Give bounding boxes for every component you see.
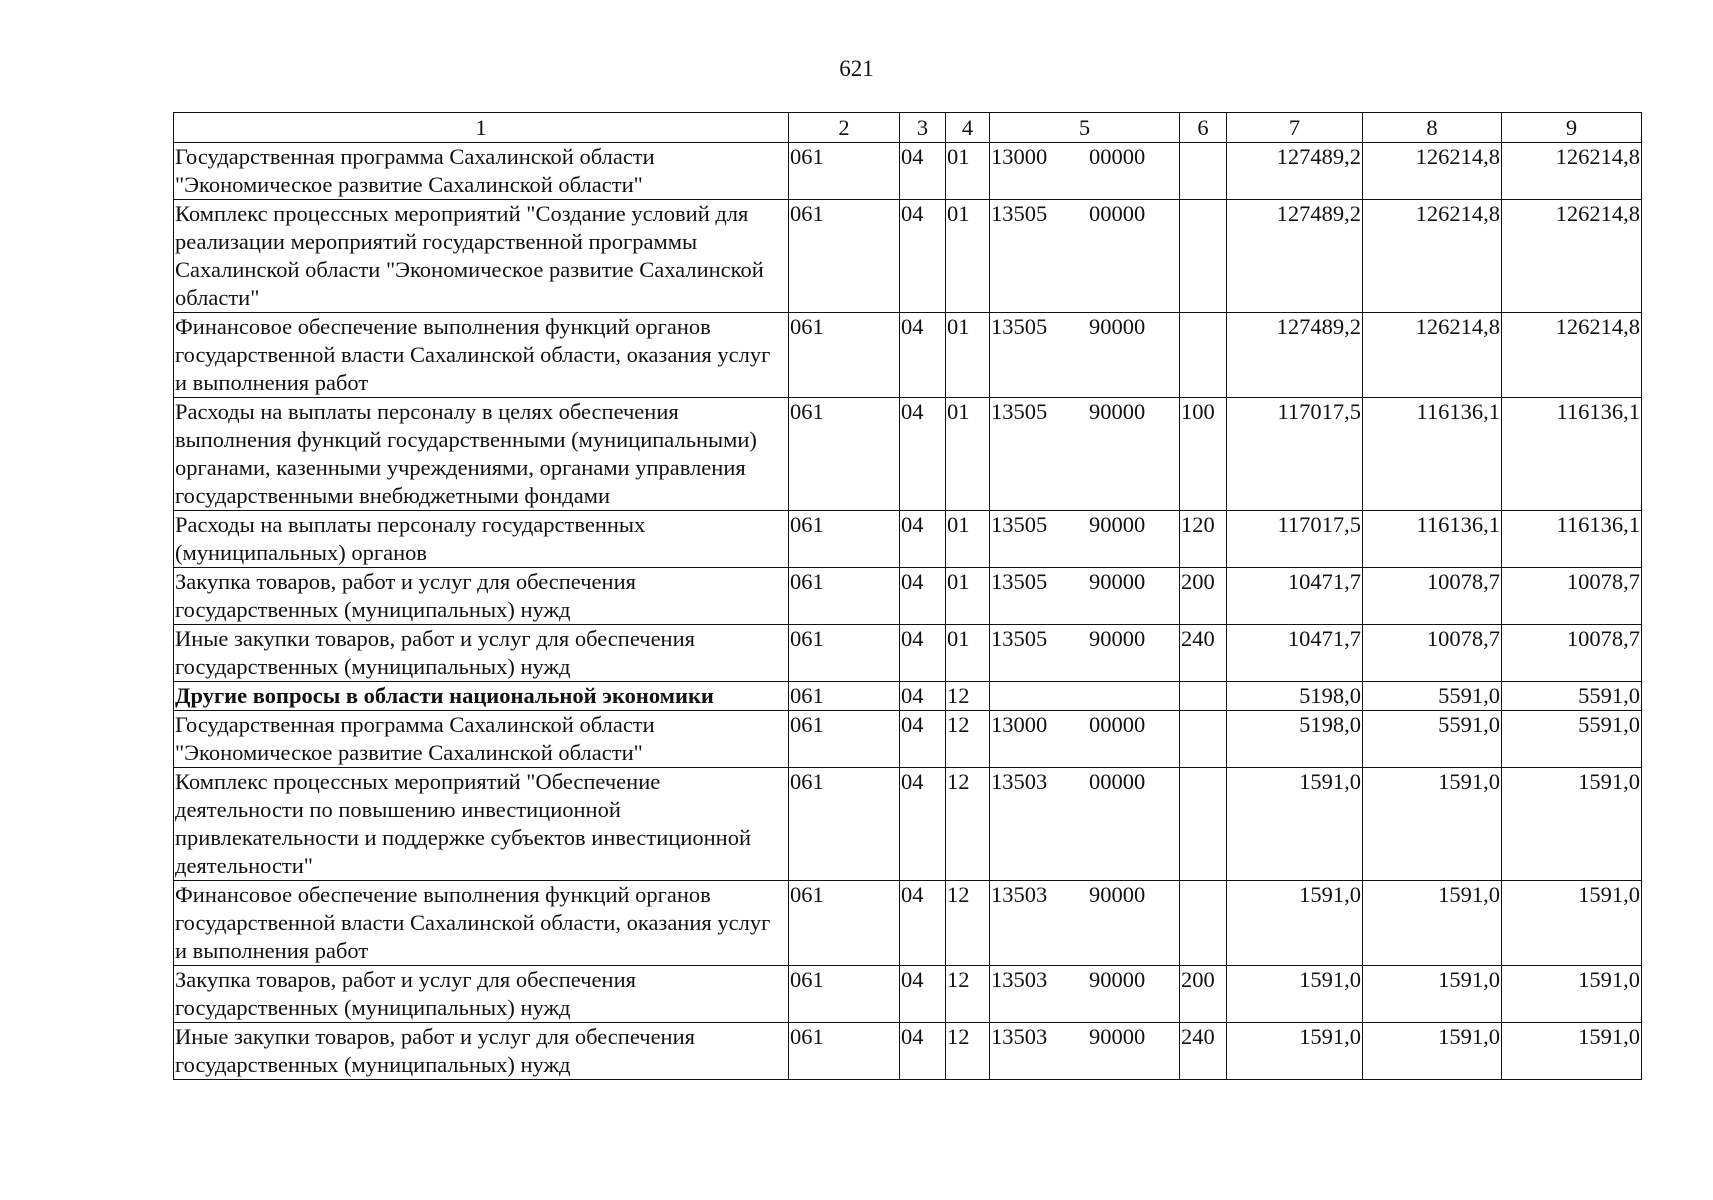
target-article-program: 13503 — [991, 769, 1048, 794]
row-name: Комплекс процессных мероприятий "Создание условий для реализации мероприятий государственной программы Сахалинской области "Экономическое развитие Сахалинской области" — [174, 200, 789, 313]
subsection-code: 12 — [946, 966, 990, 1023]
target-article-direction: 90000 — [1089, 399, 1146, 424]
table-row — [174, 966, 1642, 1023]
target-article-program: 13000 — [991, 144, 1048, 169]
row-name: Финансовое обеспечение выполнения функций органов государственной власти Сахалинской области, оказания услуг и выполнения работ — [174, 313, 789, 398]
table-body — [174, 143, 1642, 1080]
amount-col-7: 117017,5 — [1227, 398, 1363, 511]
section-code: 04 — [900, 200, 946, 313]
table-row — [174, 143, 1642, 200]
ministry-code: 061 — [789, 966, 900, 1023]
amount-col-9: 1591,0 — [1502, 1023, 1642, 1080]
expense-type-code — [1180, 768, 1227, 881]
amount-col-9: 126214,8 — [1502, 200, 1642, 313]
target-article-code — [990, 711, 1180, 768]
expense-type-code: 100 — [1180, 398, 1227, 511]
section-code: 04 — [900, 313, 946, 398]
amount-col-9: 5591,0 — [1502, 682, 1642, 711]
header-col-7: 7 — [1227, 113, 1363, 143]
expense-type-code — [1180, 200, 1227, 313]
header-col-2: 2 — [789, 113, 900, 143]
target-article-program: 13000 — [991, 712, 1048, 737]
target-article-code — [990, 881, 1180, 966]
section-code: 04 — [900, 143, 946, 200]
amount-col-9: 116136,1 — [1502, 511, 1642, 568]
row-name: Государственная программа Сахалинской области "Экономическое развитие Сахалинской области" — [174, 143, 789, 200]
amount-col-8: 10078,7 — [1363, 568, 1502, 625]
target-article-program: 13505 — [991, 314, 1048, 339]
amount-col-7: 127489,2 — [1227, 313, 1363, 398]
subsection-code: 01 — [946, 143, 990, 200]
amount-col-7: 1591,0 — [1227, 966, 1363, 1023]
amount-col-8: 126214,8 — [1363, 200, 1502, 313]
target-article-direction: 00000 — [1089, 769, 1146, 794]
row-name: Закупка товаров, работ и услуг для обеспечения государственных (муниципальных) нужд — [174, 568, 789, 625]
expense-type-code — [1180, 711, 1227, 768]
ministry-code: 061 — [789, 768, 900, 881]
target-article-code — [990, 568, 1180, 625]
table-row — [174, 625, 1642, 682]
header-col-5: 5 — [990, 113, 1180, 143]
subsection-code: 12 — [946, 711, 990, 768]
target-article-program: 13503 — [991, 882, 1048, 907]
amount-col-7: 127489,2 — [1227, 143, 1363, 200]
section-code: 04 — [900, 398, 946, 511]
expense-type-code: 240 — [1180, 625, 1227, 682]
ministry-code: 061 — [789, 398, 900, 511]
subsection-code: 01 — [946, 313, 990, 398]
target-article-code — [990, 398, 1180, 511]
target-article-code — [990, 768, 1180, 881]
ministry-code: 061 — [789, 200, 900, 313]
target-article-program: 13505 — [991, 399, 1048, 424]
header-col-4: 4 — [946, 113, 990, 143]
target-article-direction: 00000 — [1089, 201, 1146, 226]
target-article-code — [990, 625, 1180, 682]
subsection-code: 01 — [946, 625, 990, 682]
amount-col-8: 5591,0 — [1363, 682, 1502, 711]
amount-col-8: 10078,7 — [1363, 625, 1502, 682]
amount-col-8: 1591,0 — [1363, 1023, 1502, 1080]
section-code: 04 — [900, 966, 946, 1023]
section-code: 04 — [900, 768, 946, 881]
ministry-code: 061 — [789, 313, 900, 398]
amount-col-9: 1591,0 — [1502, 768, 1642, 881]
expense-type-code: 200 — [1180, 966, 1227, 1023]
section-code: 04 — [900, 881, 946, 966]
section-code: 04 — [900, 625, 946, 682]
amount-col-7: 117017,5 — [1227, 511, 1363, 568]
target-article-program: 13503 — [991, 967, 1048, 992]
row-name: Иные закупки товаров, работ и услуг для обеспечения государственных (муниципальных) нужд — [174, 625, 789, 682]
ministry-code: 061 — [789, 881, 900, 966]
expense-type-code — [1180, 881, 1227, 966]
expense-type-code: 240 — [1180, 1023, 1227, 1080]
table-row — [174, 768, 1642, 881]
amount-col-8: 126214,8 — [1363, 313, 1502, 398]
subsection-code: 12 — [946, 768, 990, 881]
ministry-code: 061 — [789, 511, 900, 568]
header-col-1: 1 — [174, 113, 789, 143]
amount-col-7: 10471,7 — [1227, 568, 1363, 625]
table-row — [174, 200, 1642, 313]
expense-type-code: 120 — [1180, 511, 1227, 568]
amount-col-7: 127489,2 — [1227, 200, 1363, 313]
expense-type-code — [1180, 313, 1227, 398]
target-article-code — [990, 966, 1180, 1023]
ministry-code: 061 — [789, 711, 900, 768]
table-row — [174, 711, 1642, 768]
target-article-code — [990, 1023, 1180, 1080]
amount-col-8: 1591,0 — [1363, 966, 1502, 1023]
amount-col-8: 116136,1 — [1363, 511, 1502, 568]
amount-col-8: 1591,0 — [1363, 881, 1502, 966]
amount-col-8: 1591,0 — [1363, 768, 1502, 881]
table-row — [174, 511, 1642, 568]
target-article-direction: 90000 — [1089, 882, 1146, 907]
amount-col-7: 5198,0 — [1227, 711, 1363, 768]
row-name: Комплекс процессных мероприятий "Обеспечение деятельности по повышению инвестиционной привлекательности и поддержке субъектов инвестиционной деятельности" — [174, 768, 789, 881]
target-article-direction: 90000 — [1089, 512, 1146, 537]
target-article-code — [990, 511, 1180, 568]
target-article-program: 13505 — [991, 201, 1048, 226]
amount-col-9: 1591,0 — [1502, 966, 1642, 1023]
ministry-code: 061 — [789, 1023, 900, 1080]
amount-col-9: 10078,7 — [1502, 625, 1642, 682]
page-number: 621 — [839, 56, 874, 81]
target-article-code — [990, 143, 1180, 200]
ministry-code: 061 — [789, 625, 900, 682]
budget-table — [173, 112, 1642, 1080]
section-code: 04 — [900, 711, 946, 768]
subsection-code: 12 — [946, 1023, 990, 1080]
target-article-direction: 90000 — [1089, 314, 1146, 339]
section-code: 04 — [900, 1023, 946, 1080]
header-col-3: 3 — [900, 113, 946, 143]
target-article-code — [990, 682, 1180, 711]
header-row — [174, 113, 1642, 143]
amount-col-8: 5591,0 — [1363, 711, 1502, 768]
ministry-code: 061 — [789, 682, 900, 711]
row-name: Расходы на выплаты персоналу в целях обеспечения выполнения функций государственными (муниципальными) органами, казенными учреждениями, органами управления государственными внебюджетными фондами — [174, 398, 789, 511]
target-article-direction: 00000 — [1089, 712, 1146, 737]
amount-col-7: 1591,0 — [1227, 768, 1363, 881]
header-col-8: 8 — [1363, 113, 1502, 143]
amount-col-8: 116136,1 — [1363, 398, 1502, 511]
amount-col-7: 10471,7 — [1227, 625, 1363, 682]
target-article-direction: 90000 — [1089, 967, 1146, 992]
amount-col-7: 1591,0 — [1227, 881, 1363, 966]
amount-col-9: 1591,0 — [1502, 881, 1642, 966]
target-article-direction: 90000 — [1089, 626, 1146, 651]
target-article-direction: 90000 — [1089, 1024, 1146, 1049]
table-row — [174, 881, 1642, 966]
amount-col-9: 5591,0 — [1502, 711, 1642, 768]
target-article-program: 13503 — [991, 1024, 1048, 1049]
row-name: Государственная программа Сахалинской области "Экономическое развитие Сахалинской области" — [174, 711, 789, 768]
subsection-code: 01 — [946, 398, 990, 511]
header-col-9: 9 — [1502, 113, 1642, 143]
subsection-code: 01 — [946, 511, 990, 568]
ministry-code: 061 — [789, 568, 900, 625]
table-row — [174, 568, 1642, 625]
section-code: 04 — [900, 682, 946, 711]
target-article-direction: 90000 — [1089, 569, 1146, 594]
amount-col-9: 10078,7 — [1502, 568, 1642, 625]
amount-col-9: 126214,8 — [1502, 313, 1642, 398]
amount-col-9: 116136,1 — [1502, 398, 1642, 511]
table-row — [174, 682, 1642, 711]
amount-col-7: 5198,0 — [1227, 682, 1363, 711]
table-row — [174, 398, 1642, 511]
row-name: Финансовое обеспечение выполнения функций органов государственной власти Сахалинской области, оказания услуг и выполнения работ — [174, 881, 789, 966]
target-article-program: 13505 — [991, 626, 1048, 651]
subsection-code: 01 — [946, 200, 990, 313]
subsection-code: 01 — [946, 568, 990, 625]
expense-type-code: 200 — [1180, 568, 1227, 625]
ministry-code: 061 — [789, 143, 900, 200]
amount-col-8: 126214,8 — [1363, 143, 1502, 200]
target-article-program: 13505 — [991, 512, 1048, 537]
row-name: Иные закупки товаров, работ и услуг для обеспечения государственных (муниципальных) нужд — [174, 1023, 789, 1080]
row-name: Расходы на выплаты персоналу государственных (муниципальных) органов — [174, 511, 789, 568]
header-col-6: 6 — [1180, 113, 1227, 143]
table-row — [174, 1023, 1642, 1080]
target-article-code — [990, 313, 1180, 398]
target-article-code — [990, 200, 1180, 313]
row-name: Закупка товаров, работ и услуг для обеспечения государственных (муниципальных) нужд — [174, 966, 789, 1023]
section-code: 04 — [900, 568, 946, 625]
amount-col-9: 126214,8 — [1502, 143, 1642, 200]
expense-type-code — [1180, 143, 1227, 200]
section-code: 04 — [900, 511, 946, 568]
subsection-code: 12 — [946, 682, 990, 711]
target-article-program: 13505 — [991, 569, 1048, 594]
target-article-direction: 00000 — [1089, 144, 1146, 169]
subsection-code: 12 — [946, 881, 990, 966]
amount-col-7: 1591,0 — [1227, 1023, 1363, 1080]
expense-type-code — [1180, 682, 1227, 711]
row-name: Другие вопросы в области национальной экономики — [174, 682, 789, 711]
table-row — [174, 313, 1642, 398]
